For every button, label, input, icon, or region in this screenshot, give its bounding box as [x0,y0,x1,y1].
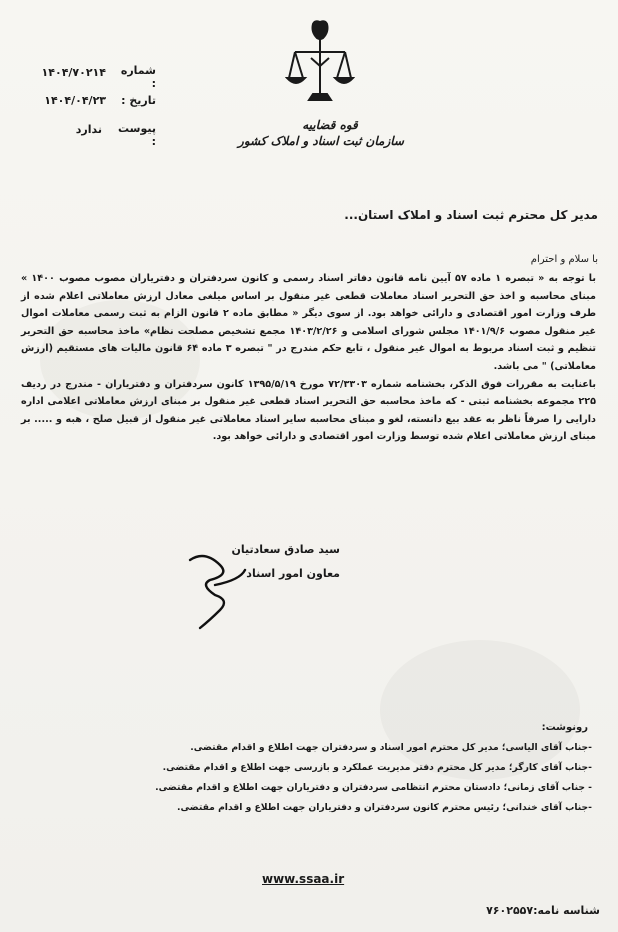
number-value: ۱۴۰۴/۷۰۲۱۴ [41,66,106,79]
cc-list [132,738,592,818]
org-name-text: سازمان ثبت اسناد و املاک کشور [238,134,404,148]
org-top-text: قوه قضاییه [302,118,358,132]
addressee: مدیر کل محترم ثبت اسناد و املاک استان... [344,208,598,222]
signatory-name: سید صادق سعادتیان [231,543,340,556]
number-label: شماره : [120,64,156,90]
attachment-label: پیوست : [118,122,156,148]
website-link[interactable]: www.ssaa.ir [262,872,345,886]
greeting: با سلام و احترام [530,254,598,265]
list-item: -جناب آقای الیاسی؛ مدیر کل محترم امور اسناد و سردفتران جهت اطلاع و اقدام مقتضی. [190,742,592,753]
date-label: تاریخ : [121,94,156,107]
handwritten-signature [170,540,260,630]
attachment-value: ندارد [75,123,102,136]
signatory-title: معاون امور اسناد [246,567,340,580]
cc-title: رونوشت: [541,722,588,733]
list-item: -جناب آقای خندانی؛ رئیس محترم کانون سردفتران و دفتریاران جهت اطلاع و اقدام مقتضی. [176,802,592,813]
judiciary-emblem-icon [285,18,355,110]
body-paragraph: باعنایت به مقررات فوق الذکر، بخشنامه شماره ۷۲/۳۳۰۳ مورخ ۱۳۹۵/۵/۱۹ کانون سردفتران و دفتریاران - مندرج در ردیف ۲۲۵ مجموعه بخشنامه ثبتی - که ماخذ محاسبه حق التحریر اسناد قطعی غیر منقول بر مبنای ارزش معاملاتی اعلامی اداره دارایی را صرفاً ناظر به عقد بیع دانسته، لغو و مبنای محاسبه سایر اسناد معاملاتی غیر منقول از قبیل صلح ، هبه و ..... بر مبنای ارزش معاملاتی اعلام شده توسط وزارت امور اقتصادی و دارائی خواهد بود. [21,378,596,443]
date-value: ۱۴۰۴/۰۴/۲۳ [44,94,106,107]
letter-body [21,270,596,446]
body-paragraph: با توجه به « تبصره ۱ ماده ۵۷ آیین نامه قانون دفاتر اسناد رسمی و کانون سردفتران و دفتریاران مصوب مصوب ۱۴۰۰ » مبنای محاسبه و اخذ حق التحریر اسناد معاملات قطعی غیر منقول بر اساس میلغی معادل ارزش معاملاتی اعلام شده از طرف وزارت امور اقتصادی و دارائی خواهد بود. از سوی دیگر « مطابق ماده ۲ قانون الزام به ثبت رسمی معاملات اموال غیر منقول مصوب ۱۴۰۱/۹/۶ مجلس شورای اسلامی و ۱۴۰۳/۲/۲۶ مجمع تشخیص مصلحت نظام» ماخذ محاسبه حق التحریر تنظیم و ثبت اسناد مربوط به اموال غیر منقول ، تابع حکم مندرج در " تبصره ۳ ماده ۶۴ قانون مالیات های مستقیم (ارزش معاملاتی) " می باشد. [21,273,597,372]
list-item: -جناب آقای کارگر؛ مدیر کل محترم دفتر مدیریت عملکرد و بازرسی جهت اطلاع و اقدام مقتضی. [162,762,592,773]
list-item: - جناب آقای زمانی؛ دادستان محترم انتظامی سردفتران و دفتریاران جهت اطلاع و اقدام مقتضی. [155,782,592,793]
document-id: شناسه نامه:۷۶۰۲۵۵۷ [486,904,600,917]
